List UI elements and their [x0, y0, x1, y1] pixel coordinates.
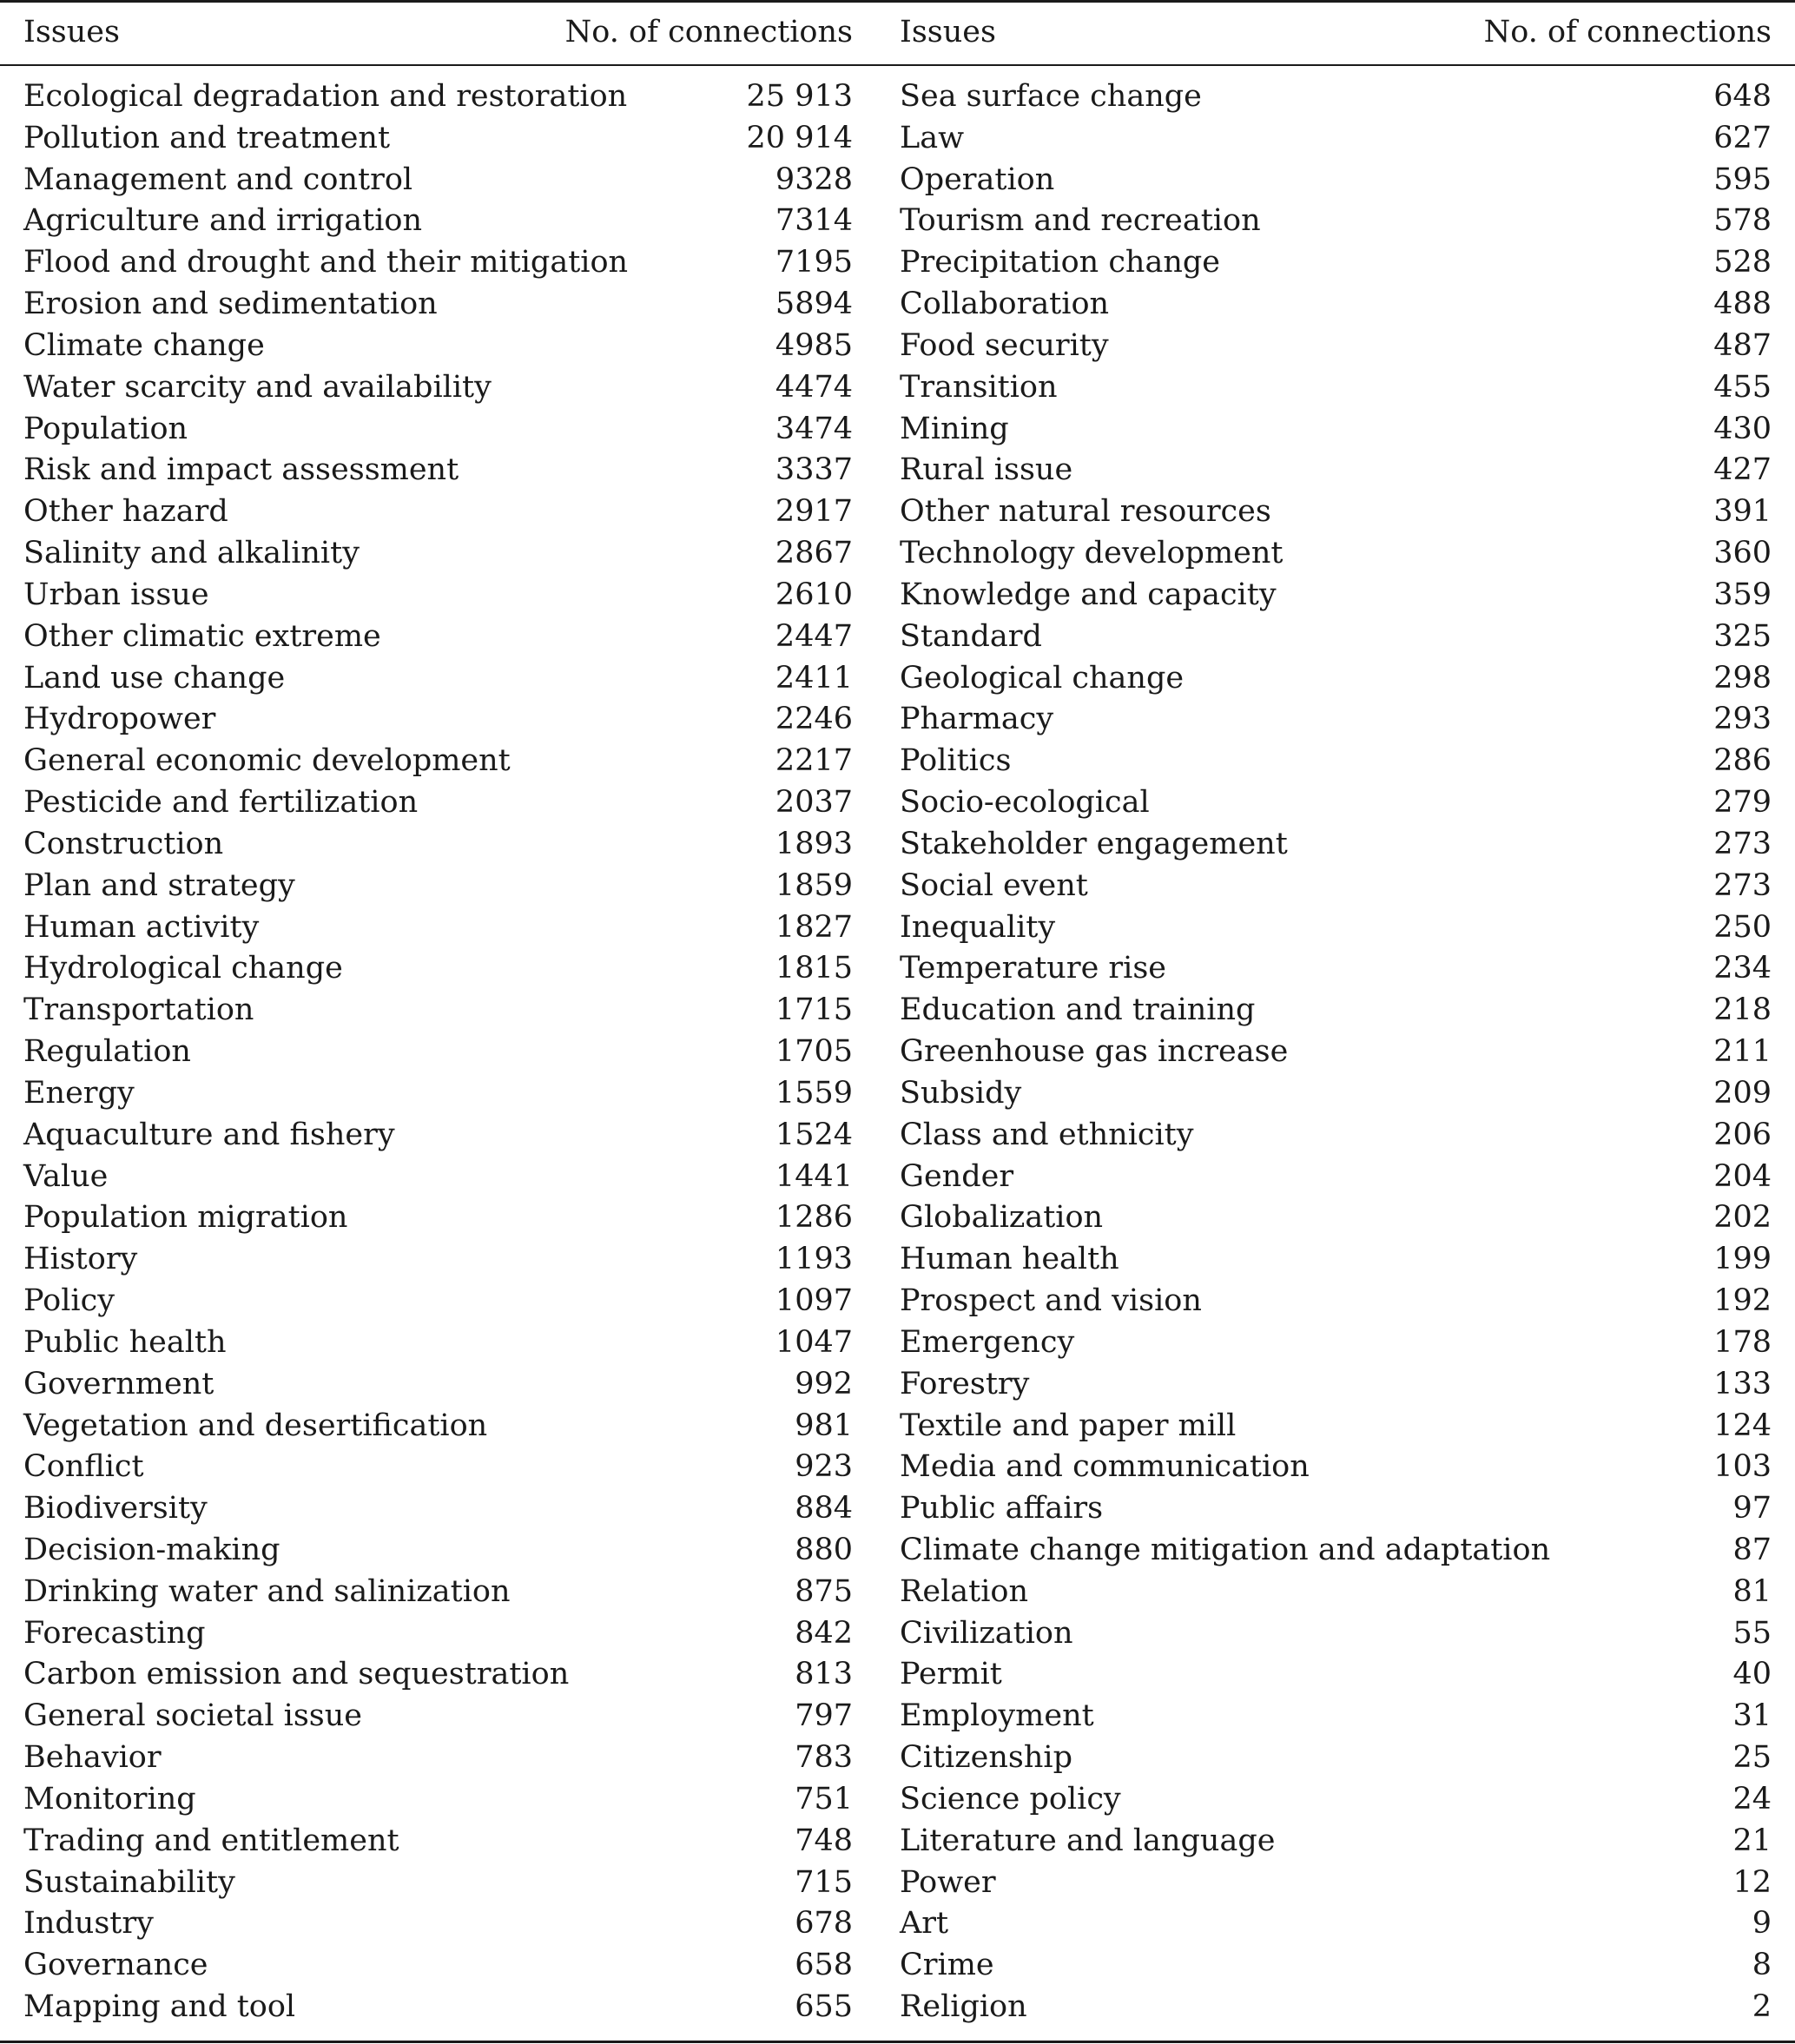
- connection-count: 133: [1713, 1366, 1772, 1401]
- issue-name: Forecasting: [23, 1615, 206, 1651]
- connection-count: 298: [1713, 660, 1772, 696]
- table-body: [0, 76, 1795, 2028]
- issue-name: Knowledge and capacity: [900, 577, 1277, 612]
- connection-count: 202: [1713, 1200, 1772, 1236]
- connection-count: 209: [1713, 1075, 1772, 1111]
- table-row: [0, 1488, 1795, 1530]
- connection-count: 1524: [775, 1117, 853, 1152]
- issue-name: Hydropower: [23, 702, 216, 737]
- issue-name: Subsidy: [900, 1075, 1022, 1111]
- connection-count: 2411: [775, 660, 853, 696]
- connection-count: 21: [1732, 1823, 1772, 1858]
- header-rule: [0, 64, 1795, 66]
- issue-name: Aquaculture and fishery: [23, 1117, 395, 1152]
- issue-name: Emergency: [900, 1324, 1075, 1360]
- table-row: [0, 201, 1795, 242]
- issue-name: Science policy: [900, 1781, 1121, 1817]
- connection-count: 25 913: [746, 79, 853, 114]
- header-issues-left: Issues: [23, 15, 120, 49]
- connection-count: 1827: [775, 909, 853, 945]
- issue-name: Law: [900, 120, 965, 155]
- table-row: [0, 1032, 1795, 1073]
- issue-name: Value: [23, 1158, 109, 1194]
- issue-name: Literature and language: [900, 1823, 1276, 1858]
- issue-name: General economic development: [23, 743, 511, 779]
- table-row: [0, 1364, 1795, 1406]
- issue-name: Art: [900, 1906, 949, 1942]
- connection-count: 218: [1713, 992, 1772, 1028]
- table-row: [0, 1863, 1795, 1904]
- connection-count: 427: [1713, 452, 1772, 488]
- issue-name: Human activity: [23, 909, 260, 945]
- issue-name: Biodiversity: [23, 1491, 208, 1526]
- connection-count: 204: [1713, 1158, 1772, 1194]
- issue-name: Regulation: [23, 1034, 191, 1070]
- connection-count: 627: [1713, 120, 1772, 155]
- connection-count: 2: [1752, 1989, 1772, 2025]
- connection-count: 5894: [775, 287, 853, 322]
- connection-count: 359: [1713, 577, 1772, 612]
- table-row: [0, 76, 1795, 118]
- connection-count: 1715: [775, 992, 853, 1028]
- issue-name: Ecological degradation and restoration: [23, 79, 628, 114]
- issue-name: Human health: [900, 1242, 1119, 1277]
- connection-count: 751: [795, 1781, 853, 1817]
- connection-count: 655: [795, 1989, 853, 2025]
- issue-name: Gender: [900, 1158, 1014, 1194]
- table-row: [0, 450, 1795, 491]
- table-row: [0, 1115, 1795, 1157]
- connection-count: 3474: [775, 411, 853, 446]
- connection-count: 748: [795, 1823, 853, 1858]
- connection-count: 842: [795, 1615, 853, 1651]
- issue-name: Conflict: [23, 1449, 144, 1485]
- table-row: [0, 699, 1795, 741]
- connection-count: 250: [1713, 909, 1772, 945]
- table-row: [0, 1447, 1795, 1488]
- issue-name: Trading and entitlement: [23, 1823, 399, 1858]
- table-row: [0, 1987, 1795, 2028]
- table-row: [0, 491, 1795, 533]
- connection-count: 178: [1713, 1324, 1772, 1360]
- issue-name: Climate change mitigation and adaptation: [900, 1532, 1551, 1567]
- connection-count: 286: [1713, 743, 1772, 779]
- table-row: [0, 160, 1795, 201]
- table-row: [0, 990, 1795, 1032]
- table-row: [0, 1696, 1795, 1737]
- issue-name: Socio-ecological: [900, 785, 1150, 821]
- connection-count: 1193: [775, 1242, 853, 1277]
- issue-name: Other climatic extreme: [23, 618, 381, 654]
- table-row: [0, 1197, 1795, 1239]
- table-row: [0, 1821, 1795, 1863]
- connection-count: 273: [1713, 867, 1772, 903]
- issue-name: Land use change: [23, 660, 286, 696]
- connection-count: 981: [795, 1408, 853, 1443]
- header-connections-right: No. of connections: [1483, 15, 1772, 49]
- issue-name: Policy: [23, 1283, 115, 1319]
- table-row: [0, 658, 1795, 700]
- issue-name: Class and ethnicity: [900, 1117, 1194, 1152]
- issue-name: Inequality: [900, 909, 1056, 945]
- connection-count: 1559: [775, 1075, 853, 1111]
- issue-name: Globalization: [900, 1200, 1104, 1236]
- table-row: [0, 1073, 1795, 1115]
- table-row: [0, 1737, 1795, 1779]
- bottom-rule: [0, 2041, 1795, 2043]
- table-row: [0, 409, 1795, 451]
- connection-count: 3337: [775, 452, 853, 488]
- connection-count: 24: [1732, 1781, 1772, 1817]
- table-row: [0, 824, 1795, 866]
- connection-count: 884: [795, 1491, 853, 1526]
- issue-name: Erosion and sedimentation: [23, 287, 438, 322]
- issue-name: Flood and drought and their mitigation: [23, 245, 629, 280]
- table-row: [0, 367, 1795, 409]
- table-row: [0, 1654, 1795, 1696]
- issue-name: Stakeholder engagement: [900, 826, 1288, 861]
- issue-name: Relation: [900, 1573, 1028, 1609]
- table-row: [0, 533, 1795, 575]
- connection-count: 325: [1713, 618, 1772, 654]
- issue-name: Precipitation change: [900, 245, 1220, 280]
- connection-count: 1097: [775, 1283, 853, 1319]
- connection-count: 293: [1713, 702, 1772, 737]
- issue-name: Collaboration: [900, 287, 1110, 322]
- issue-name: Hydrological change: [23, 951, 343, 986]
- connection-count: 192: [1713, 1283, 1772, 1319]
- issue-name: Media and communication: [900, 1449, 1310, 1485]
- connection-count: 12: [1732, 1864, 1772, 1900]
- table-row: [0, 741, 1795, 782]
- table-row: [0, 1406, 1795, 1447]
- connection-count: 97: [1732, 1491, 1772, 1526]
- issue-name: Permit: [900, 1657, 1002, 1692]
- connection-count: 4474: [775, 369, 853, 405]
- table-row: [0, 782, 1795, 824]
- connection-count: 488: [1713, 287, 1772, 322]
- issue-name: Carbon emission and sequestration: [23, 1657, 570, 1692]
- issue-name: Tourism and recreation: [900, 203, 1261, 239]
- connection-count: 31: [1732, 1698, 1772, 1734]
- connection-count: 487: [1713, 327, 1772, 363]
- issue-name: Public health: [23, 1324, 227, 1360]
- connection-count: 2217: [775, 743, 853, 779]
- connection-count: 7314: [775, 203, 853, 239]
- connection-count: 880: [795, 1532, 853, 1567]
- issue-name: Temperature rise: [900, 951, 1167, 986]
- issue-name: Prospect and vision: [900, 1283, 1202, 1319]
- connection-count: 20 914: [746, 120, 853, 155]
- connection-count: 2447: [775, 618, 853, 654]
- connection-count: 455: [1713, 369, 1772, 405]
- connection-count: 992: [795, 1366, 853, 1401]
- issue-name: Transition: [900, 369, 1058, 405]
- issue-name: Social event: [900, 867, 1088, 903]
- connection-count: 2037: [775, 785, 853, 821]
- issue-name: Pollution and treatment: [23, 120, 391, 155]
- issue-name: Pesticide and fertilization: [23, 785, 419, 821]
- issue-name: Energy: [23, 1075, 135, 1111]
- header-issues-right: Issues: [900, 15, 996, 49]
- issue-name: Water scarcity and availability: [23, 369, 492, 405]
- issue-name: Standard: [900, 618, 1042, 654]
- issue-name: Population: [23, 411, 188, 446]
- connection-count: 1047: [775, 1324, 853, 1360]
- issue-name: Technology development: [900, 536, 1284, 571]
- issue-name: Geological change: [900, 660, 1185, 696]
- issue-name: Population migration: [23, 1200, 348, 1236]
- connection-count: 715: [795, 1864, 853, 1900]
- connection-count: 234: [1713, 951, 1772, 986]
- issue-name: Government: [23, 1366, 214, 1401]
- table-row: [0, 1572, 1795, 1613]
- issue-name: Pharmacy: [900, 702, 1054, 737]
- issue-name: Sustainability: [23, 1864, 235, 1900]
- connection-count: 648: [1713, 79, 1772, 114]
- connection-count: 578: [1713, 203, 1772, 239]
- table-row: [0, 1239, 1795, 1281]
- connection-count: 2917: [775, 494, 853, 530]
- issue-name: Operation: [900, 162, 1055, 197]
- connection-count: 875: [795, 1573, 853, 1609]
- connection-count: 25: [1732, 1740, 1772, 1776]
- issue-name: Sea surface change: [900, 79, 1202, 114]
- table-row: [0, 616, 1795, 658]
- issue-name: History: [23, 1242, 138, 1277]
- connection-count: 658: [795, 1948, 853, 1983]
- table-row: [0, 1322, 1795, 1364]
- connection-count: 1815: [775, 951, 853, 986]
- issue-name: Other natural resources: [900, 494, 1271, 530]
- issue-name: Risk and impact assessment: [23, 452, 459, 488]
- issue-name: Climate change: [23, 327, 265, 363]
- issue-name: Monitoring: [23, 1781, 196, 1817]
- connection-count: 797: [795, 1698, 853, 1734]
- connection-count: 360: [1713, 536, 1772, 571]
- header-connections-left: No. of connections: [564, 15, 853, 49]
- connection-count: 2867: [775, 536, 853, 571]
- connection-count: 391: [1713, 494, 1772, 530]
- connection-count: 9328: [775, 162, 853, 197]
- connection-count: 279: [1713, 785, 1772, 821]
- table-row: [0, 866, 1795, 907]
- issue-name: Agriculture and irrigation: [23, 203, 423, 239]
- connection-count: 273: [1713, 826, 1772, 861]
- connection-count: 923: [795, 1449, 853, 1485]
- table-row: [0, 1530, 1795, 1572]
- connection-count: 199: [1713, 1242, 1772, 1277]
- connection-count: 87: [1732, 1532, 1772, 1567]
- issue-name: Vegetation and desertification: [23, 1408, 488, 1443]
- connection-count: 9: [1752, 1906, 1772, 1942]
- table-row: [0, 575, 1795, 616]
- issue-name: Mapping and tool: [23, 1989, 296, 2025]
- connection-count: 8: [1752, 1948, 1772, 1983]
- table-row: [0, 242, 1795, 284]
- issue-name: Construction: [23, 826, 224, 861]
- connection-count: 206: [1713, 1117, 1772, 1152]
- connection-count: 783: [795, 1740, 853, 1776]
- connection-count: 103: [1713, 1449, 1772, 1485]
- issue-name: Citizenship: [900, 1740, 1073, 1776]
- issue-name: Food security: [900, 327, 1109, 363]
- connection-count: 7195: [775, 245, 853, 280]
- issue-name: Other hazard: [23, 494, 228, 530]
- connection-count: 2610: [775, 577, 853, 612]
- issue-name: Power: [900, 1864, 996, 1900]
- issue-name: Religion: [900, 1989, 1027, 2025]
- connection-count: 430: [1713, 411, 1772, 446]
- connection-count: 1859: [775, 867, 853, 903]
- connection-count: 4985: [775, 327, 853, 363]
- issue-name: Industry: [23, 1906, 154, 1942]
- table-row: [0, 1281, 1795, 1322]
- connection-count: 2246: [775, 702, 853, 737]
- issue-name: Salinity and alkalinity: [23, 536, 360, 571]
- connection-count: 1893: [775, 826, 853, 861]
- issue-name: Rural issue: [900, 452, 1073, 488]
- table-row: [0, 284, 1795, 326]
- table-row: [0, 1157, 1795, 1198]
- connection-count: 678: [795, 1906, 853, 1942]
- issue-name: Governance: [23, 1948, 208, 1983]
- issue-name: Politics: [900, 743, 1012, 779]
- issue-name: Drinking water and salinization: [23, 1573, 511, 1609]
- connection-count: 1441: [775, 1158, 853, 1194]
- connection-count: 211: [1713, 1034, 1772, 1070]
- connection-count: 1286: [775, 1200, 853, 1236]
- connection-count: 528: [1713, 245, 1772, 280]
- connection-count: 55: [1732, 1615, 1772, 1651]
- issue-name: Civilization: [900, 1615, 1073, 1651]
- issue-name: Urban issue: [23, 577, 209, 612]
- table-row: [0, 326, 1795, 367]
- issue-name: Textile and paper mill: [900, 1408, 1237, 1443]
- connection-count: 124: [1713, 1408, 1772, 1443]
- connection-count: 40: [1732, 1657, 1772, 1692]
- issue-name: General societal issue: [23, 1698, 363, 1734]
- issue-name: Management and control: [23, 162, 413, 197]
- connection-count: 595: [1713, 162, 1772, 197]
- issue-name: Education and training: [900, 992, 1256, 1028]
- issue-name: Behavior: [23, 1740, 162, 1776]
- issue-name: Public affairs: [900, 1491, 1104, 1526]
- table-row: [0, 948, 1795, 990]
- issue-name: Crime: [900, 1948, 994, 1983]
- issue-name: Transportation: [23, 992, 254, 1028]
- table-row: [0, 118, 1795, 160]
- connection-count: 813: [795, 1657, 853, 1692]
- issue-name: Mining: [900, 411, 1009, 446]
- issue-name: Greenhouse gas increase: [900, 1034, 1289, 1070]
- table-row: [0, 1945, 1795, 1987]
- table-row: [0, 1779, 1795, 1821]
- table-row: [0, 1903, 1795, 1945]
- connection-count: 81: [1732, 1573, 1772, 1609]
- table-row: [0, 1613, 1795, 1655]
- table-row: [0, 907, 1795, 949]
- issue-name: Decision-making: [23, 1532, 280, 1567]
- issue-name: Plan and strategy: [23, 867, 295, 903]
- issue-name: Employment: [900, 1698, 1094, 1734]
- issue-name: Forestry: [900, 1366, 1030, 1401]
- connection-count: 1705: [775, 1034, 853, 1070]
